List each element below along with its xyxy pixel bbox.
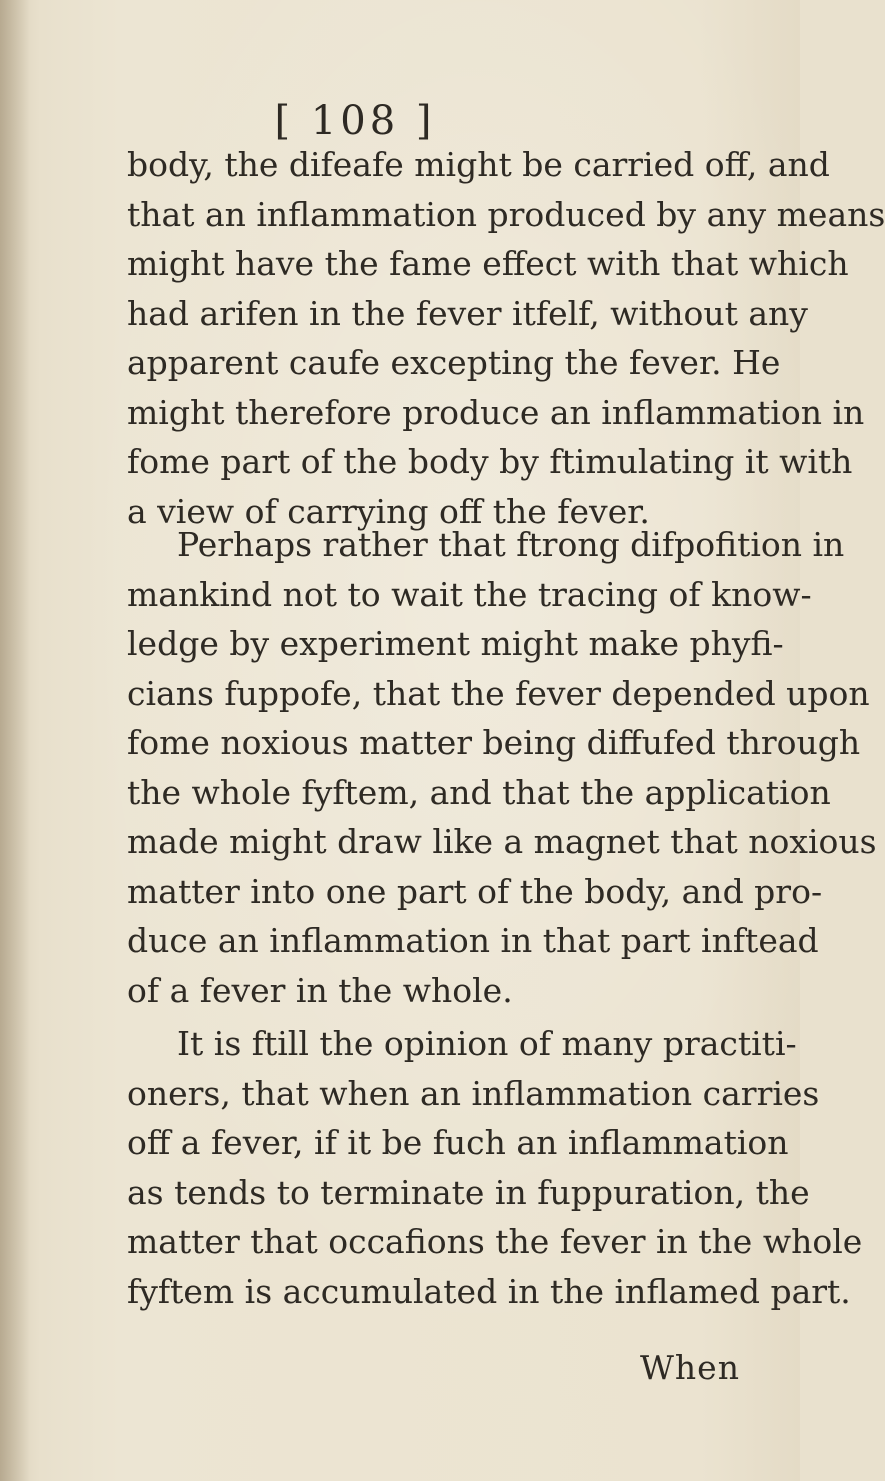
paragraph-3	[127, 1019, 863, 1316]
text-line: a view of carrying off the fever.	[127, 491, 650, 531]
text-line: duce an inflammation in that part inftead	[127, 921, 819, 960]
text-line: as tends to terminate in fuppuration, the	[127, 1172, 810, 1212]
text-line: fyftem is accumulated in the inflamed part.	[127, 1271, 851, 1311]
text-line: had arifen in the fever itfelf, without any	[127, 293, 808, 333]
text-line: oners, that when an inflammation carries	[127, 1073, 820, 1113]
text-line: apparent caufe excepting the fever. He	[127, 343, 781, 382]
text-line: body, the difeafe might be carried off, and	[127, 145, 830, 184]
text-line: mankind not to wait the tracing of know-	[127, 574, 812, 614]
text-line: fome noxious matter being diffufed through	[127, 723, 861, 762]
catchword: When	[640, 1348, 740, 1387]
text-line: It is ftill the opinion of many practiti-	[177, 1024, 797, 1063]
text-line: ledge by experiment might make phyfi-	[127, 624, 784, 663]
text-line: off a fever, if it be fuch an inflammation	[127, 1123, 789, 1162]
text-line: made might draw like a magnet that noxious	[127, 822, 877, 861]
text-line: matter into one part of the body, and pro-	[127, 871, 823, 911]
text-line: matter that occafions the fever in the whole	[127, 1222, 863, 1261]
text-line: might have the fame effect with that which	[127, 244, 849, 283]
binding-shadow	[0, 0, 30, 1481]
page-number: [ 108 ]	[274, 98, 436, 144]
text-line: fome part of the body by ftimulating it with	[127, 442, 853, 481]
text-line: cians fuppofe, that the fever depended upon	[127, 673, 870, 713]
text-line: Perhaps rather that ftrong difpofition in	[177, 525, 845, 564]
text-line: that an inflammation produced by any means	[127, 194, 885, 234]
paragraph-2	[127, 520, 877, 1015]
paragraph-1	[127, 140, 885, 536]
text-line: the whole fyftem, and that the application	[127, 772, 831, 812]
text-line: of a fever in the whole.	[127, 970, 513, 1010]
text-line: might therefore produce an inflammation in	[127, 392, 865, 432]
